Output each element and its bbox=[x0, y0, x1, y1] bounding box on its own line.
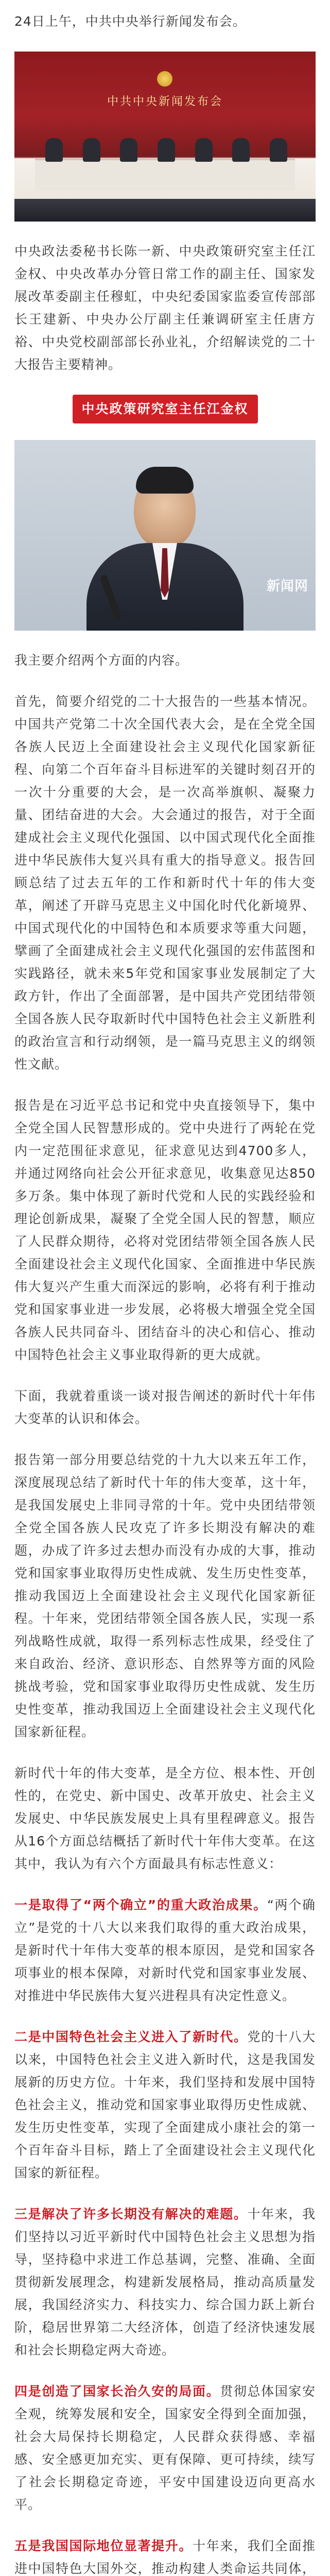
achievement-body: 十年来，我们坚持以习近平新时代中国特色社会主义思想为指导，坚持稳中求进工作总基调，完整、准确、全面贯彻新发展理念，构建新发展格局，推动高质量发展，我国经济实力、科技实力、综合国力跃上新台阶，稳居世界第二大经济体，创造了经济快速发展和社会长期稳定两大奇迹。 bbox=[14, 2207, 316, 2358]
achievement-body: 党的十八大以来，中国特色社会主义进入新时代，这是我国发展新的历史方位。十年来，我们坚持和发展中国特色社会主义，推动党和国家事业取得历史性成就、发生历史性变革，实现了全面建成小康社会的第一个百年奋斗目标，踏上了全面建设社会主义现代化国家的新征程。 bbox=[14, 2029, 316, 2180]
press-conference-photo bbox=[14, 52, 316, 222]
achievement-paragraph bbox=[14, 2203, 316, 2362]
paragraph: 下面，我就着重谈一谈对报告阐述的新时代十年伟大变革的认识和体会。 bbox=[14, 1388, 316, 1426]
speaker-table bbox=[35, 159, 295, 191]
achievement-paragraph bbox=[14, 2535, 316, 2576]
achievement-lead: 五是我国国际地位显著提升。 bbox=[14, 2538, 193, 2553]
achievement-lead: 一是取得了“两个确立”的重大政治成果。 bbox=[14, 1897, 267, 1912]
paragraph: 报告是在习近平总书记和党中央直接领导下，集中全党全国人民智慧形成的。党中央进行了两轮在党内一定范围征求意见，征求意见达到4700多人，并通过网络向社会公开征求意见，收集意见达850多万条。集中体现了新时代党和人民的实践经验和理论创新成果，凝聚了全党全国人民的智慧，顺应了人民群众期待，必将对党团结带领全国各族人民全面建设社会主义现代化国家、全面推进中华民族伟大复兴产生重大而深远的影响，必将有利于推动党和国家事业进一步发展，必将极大增强全党全国各族人民共同奋斗、团结奋斗的决心和信心、推动中国特色社会主义事业取得新的更大成就。 bbox=[14, 1098, 316, 1362]
intro-text: 24日上午，中共中央举行新闻发布会。 bbox=[14, 14, 246, 29]
speaker-title-banner: 中央政策研究室主任江金权 bbox=[73, 395, 258, 423]
paragraph: 新时代十年的伟大变革，是全方位、根本性、开创性的，在党史、新中国史、改革开放史、社会主义发展史、中华民族发展史上具有里程碑意义。报告从16个方面总结概括了新时代十年伟大变革。在这其中，我认为有六个方面最具有标志性意义： bbox=[14, 1766, 316, 1871]
achievement-lead: 四是创造了国家长治久安的局面。 bbox=[14, 2384, 220, 2399]
achievement-paragraph bbox=[14, 2026, 316, 2184]
paragraph: 首先，简要介绍党的二十大报告的一些基本情况。中国共产党第二十次全国代表大会，是在全党全国各族人民迈上全面建设社会主义现代化国家新征程、向第二个百年奋斗目标进军的关键时刻召开的一次十分重要的大会，是一次高举旗帜、凝聚力量、团结奋进的大会。大会通过的报告，对于全面建成社会主义现代化强国、以中国式现代化全面推进中华民族伟大复兴具有重大的指导意义。报告回顾总结了过去五年的工作和新时代十年的伟大变革，阐述了开辟马克思主义中国化时代化新境界、中国式现代化的中国特色和本质要求等重大问题，擘画了全面建成社会主义现代化强国的宏伟蓝图和实践路径，就未来5年党和国家事业发展制定了大政方针，作出了全面部署，是中国共产党团结带领全国各族人民夺取新时代中国特色社会主义新胜利的政治宣言和行动纲领，是一篇马克思主义的纲领性文献。 bbox=[14, 694, 316, 1072]
backdrop-heading: 中共中央新闻发布会 bbox=[107, 95, 223, 108]
speakers-silhouettes bbox=[45, 138, 287, 162]
intro-speakers-text: 中央政法委秘书长陈一新、中央政策研究室主任江金权、中央改革办分管日常工作的副主任、国家发展改革委副主任穆虹，中央纪委国家监委宣传部部长王建新、中央办公厅副主任兼调研室主任唐方裕、中央党校副部部长孙业礼，介绍解读党的二十大报告主要精神。 bbox=[14, 244, 316, 372]
paragraph: 报告第一部分用要总结党的十九大以来五年工作，深度展现总结了新时代十年的伟大变革，这十年，是我国发展史上非同寻常的十年。党中央团结带领全党全国各族人民攻克了许多长期没有解决的难题，办成了许多过去想办而没有办成的大事，推动党和国家事业取得历史性成就、发生历史性变革，推动我国迈上全面建设社会主义现代化国家新征程。十年来，党团结带领全国各族人民，实现一系列战略性成就，取得一系列标志性成果，经受住了来自政治、经济、意识形态、自然界等方面的风险挑战考验，党和国家事业取得历史性成就、发生历史性变革，推动我国迈上全面建设社会主义现代化国家新征程。 bbox=[14, 1452, 316, 1739]
achievement-lead: 二是中国特色社会主义进入了新时代。 bbox=[14, 2029, 248, 2044]
article-body bbox=[0, 10, 330, 2576]
speaker-photo bbox=[14, 440, 316, 631]
speaker-hair bbox=[136, 467, 194, 494]
emblem-icon bbox=[157, 71, 172, 87]
achievement-body: “两个确立”是党的十八大以来我们取得的重大政治成果，是新时代十年伟大变革的根本原因，是党和国家各项事业的根本保障，对新时代党和国家事业发展、对推进中华民族伟大复兴进程具有决定性意义。 bbox=[14, 1897, 316, 2003]
achievement-body: 十年来，我们全面推进中国特色大国外交，推动构建人类命运共同体， bbox=[14, 2538, 316, 2576]
watermark-logo: 新闻网 bbox=[266, 578, 308, 594]
audience-row bbox=[14, 199, 316, 222]
achievement-paragraph bbox=[14, 2380, 316, 2516]
achievement-paragraph bbox=[14, 1894, 316, 2007]
achievement-lead: 三是解决了许多长期没有解决的难题。 bbox=[14, 2207, 248, 2222]
paragraph: 我主要介绍两个方面的内容。 bbox=[14, 653, 189, 668]
achievement-body: 贯彻总体国家安全观，统筹发展和安全，国家安全得到全面加强，社会大局保持长期稳定，人民群众获得感、幸福感、安全感更加充实、更有保障、更可持续，续写了社会长期稳定奇迹，平安中国建设迈向更高水平。 bbox=[14, 2384, 316, 2512]
